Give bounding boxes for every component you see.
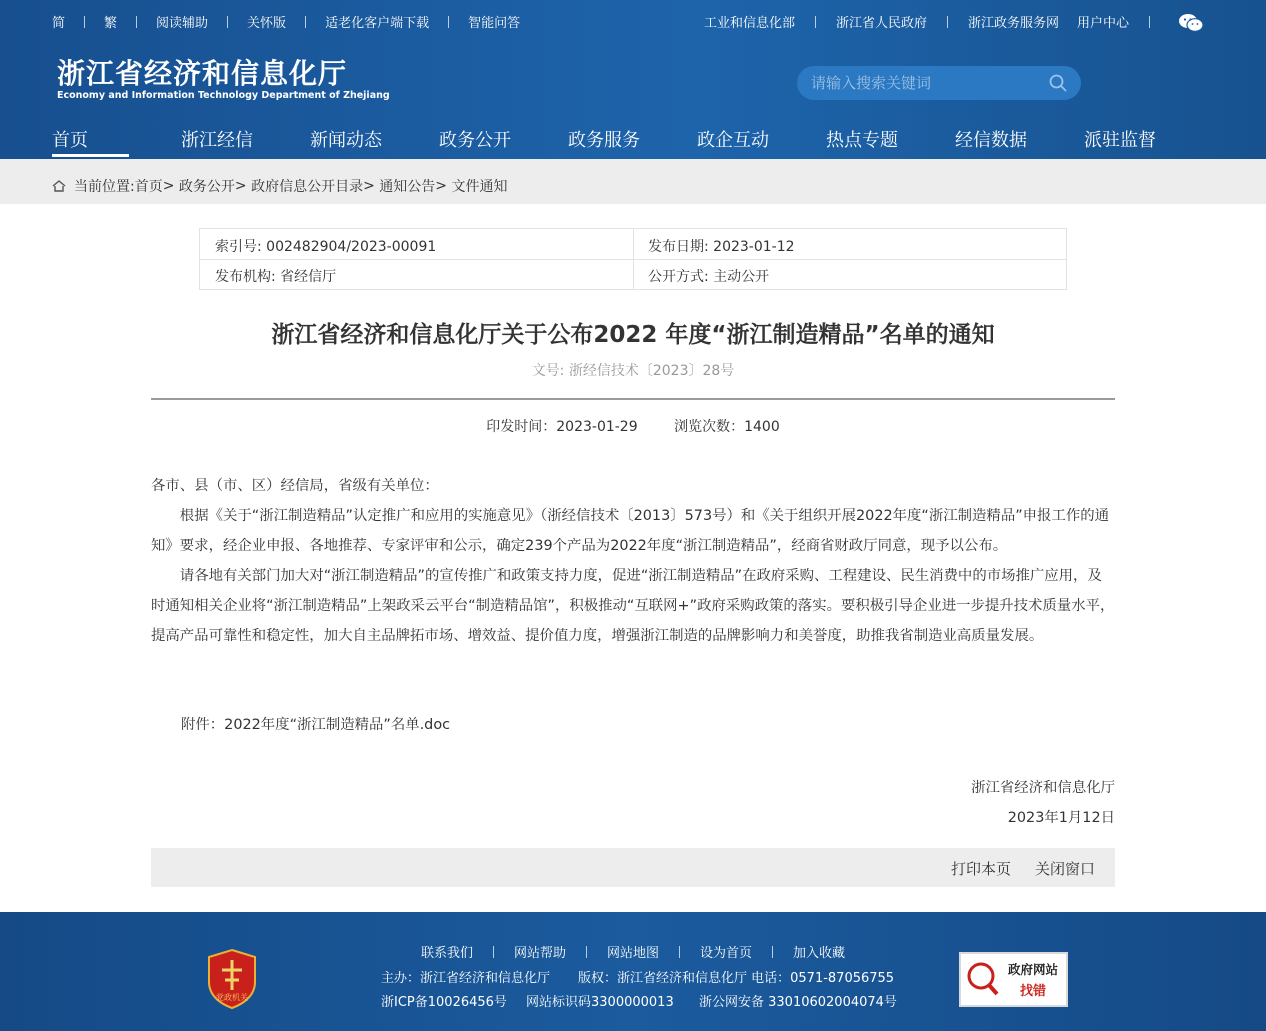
article-paragraph: 根据《关于“浙江制造精品”认定推广和应用的实施意见》（浙经信技术〔2013〕573号）和《关于组织开展2022年度“浙江制造精品”申报工作的通知》要求，经企业申报、各地推荐、专家评审和公示，确定239个产品为2022年度“浙江制造精品”，经商省财政厅同意，现予以公布。: [151, 508, 1110, 554]
divider: [679, 946, 680, 958]
divider: [136, 16, 137, 28]
divider: [200, 259, 1066, 260]
miit-link[interactable]: 工业和信息化部: [703, 16, 795, 31]
site-logo-subtitle: Economy and Information Technology Department of Zhejiang: [57, 90, 390, 101]
footer-site-id: 网站标识码3300000013: [526, 995, 674, 1010]
breadcrumb-bar: [0, 159, 1266, 204]
divider: [448, 16, 449, 28]
nav-active-indicator: [52, 154, 129, 157]
elderly-app-download-link[interactable]: 适老化客户端下载: [325, 16, 430, 31]
nav-news[interactable]: 新闻动态: [310, 130, 382, 151]
gov-box-title: 政府网站: [1007, 962, 1059, 977]
sitemap-link[interactable]: 网站地图: [606, 946, 659, 961]
divider: [493, 946, 494, 958]
site-footer: [0, 912, 1266, 1031]
signer: 浙江省经济和信息化厅: [971, 780, 1115, 796]
divider: [947, 16, 948, 28]
breadcrumb-separator: >: [162, 178, 179, 194]
footer-host: 主办：浙江省经济和信息化厅: [381, 971, 551, 986]
search-box: [797, 66, 1081, 100]
smart-qa-link[interactable]: 智能问答: [468, 16, 521, 31]
top-bar: [0, 0, 1266, 42]
divider: [586, 946, 587, 958]
care-version-link[interactable]: 关怀版: [247, 16, 287, 31]
footer-police-record[interactable]: 浙公网安备 33010602004074号: [699, 995, 897, 1010]
meta-index-no: 索引号: 002482904/2023-00091: [215, 239, 437, 255]
meta-disclosure: 公开方式: 主动公开: [648, 269, 770, 285]
divider: [227, 16, 228, 28]
divider: [1149, 16, 1150, 28]
document-meta-table: [199, 228, 1067, 290]
issue-time: 印发时间：2023-01-29: [486, 419, 638, 435]
footer-links: [0, 942, 1266, 961]
zhejiang-service-link[interactable]: 浙江政务服务网: [967, 16, 1059, 31]
nav-gov-services[interactable]: 政务服务: [568, 130, 640, 151]
view-count: 浏览次数：1400: [674, 419, 780, 435]
wechat-icon[interactable]: [1178, 13, 1204, 31]
footer-copyright: 版权：浙江省经济和信息化厅 电话：0571-87056755: [578, 971, 895, 986]
main-nav: [0, 120, 1266, 159]
close-window-button[interactable]: 关闭窗口: [1035, 860, 1096, 878]
contact-us-link[interactable]: 联系我们: [420, 946, 473, 961]
search-icon[interactable]: [1049, 74, 1067, 92]
breadcrumb-catalog[interactable]: 政府信息公开目录: [251, 179, 364, 195]
gov-box-subtitle: 找错: [1019, 984, 1047, 999]
sign-date: 2023年1月12日: [1007, 810, 1115, 826]
article-info: [0, 416, 1266, 436]
meta-publish-date: 发布日期: 2023-01-12: [648, 239, 795, 255]
breadcrumb-separator: >: [234, 178, 252, 194]
article-toolbar: [151, 848, 1115, 887]
site-logo-title[interactable]: 浙江省经济和信息化厅: [57, 57, 348, 90]
meta-publisher: 发布机构: 省经信厅: [215, 269, 337, 285]
nav-interaction[interactable]: 政企互动: [697, 130, 769, 151]
attachment-link[interactable]: 附件：2022年度“浙江制造精品”名单.doc: [181, 717, 451, 733]
breadcrumb-file-notices[interactable]: 文件通知: [451, 179, 508, 195]
reading-aid-link[interactable]: 阅读辅助: [156, 16, 209, 31]
breadcrumb: [52, 176, 507, 196]
salutation: 各市、县（市、区）经信局，省级有关单位：: [151, 478, 439, 494]
nav-government-affairs[interactable]: 政务公开: [439, 130, 511, 151]
nav-zhejiang-jingxin[interactable]: 浙江经信: [181, 130, 253, 151]
article-title: 浙江省经济和信息化厅关于公布2022 年度“浙江制造精品”名单的通知: [271, 322, 995, 348]
search-input[interactable]: [811, 72, 1031, 94]
top-links-right: [704, 12, 1204, 31]
add-favorite-link[interactable]: 加入收藏: [793, 946, 846, 961]
simplified-chinese-link[interactable]: 简: [52, 16, 66, 31]
nav-hot-topics[interactable]: 热点专题: [826, 130, 898, 151]
divider: [772, 946, 773, 958]
breadcrumb-home[interactable]: 首页: [134, 179, 163, 195]
article-body: [151, 474, 1115, 651]
nav-home[interactable]: 首页: [52, 130, 88, 151]
nav-supervision[interactable]: 派驻监督: [1084, 130, 1156, 151]
badge-text: 党政机关: [216, 993, 248, 1002]
divider: [84, 16, 85, 28]
title-divider: [151, 398, 1115, 400]
zhejiang-gov-link[interactable]: 浙江省人民政府: [835, 16, 927, 31]
site-header: [0, 0, 1266, 159]
site-help-link[interactable]: 网站帮助: [513, 946, 566, 961]
document-number: 文号: 浙经信技术〔2023〕28号: [531, 363, 735, 379]
user-center-link[interactable]: 用户中心: [1076, 16, 1129, 31]
top-links-left: [52, 12, 520, 31]
breadcrumb-prefix: 当前位置:: [74, 179, 135, 195]
breadcrumb-gov-affairs[interactable]: 政务公开: [178, 179, 235, 195]
divider: [815, 16, 816, 28]
nav-data[interactable]: 经信数据: [955, 130, 1027, 151]
signature-block: [971, 773, 1115, 833]
breadcrumb-notices[interactable]: 通知公告: [379, 179, 436, 195]
set-homepage-link[interactable]: 设为首页: [700, 946, 753, 961]
divider: [305, 16, 306, 28]
traditional-chinese-link[interactable]: 繁: [104, 16, 118, 31]
article-paragraph: 请各地有关部门加大对“浙江制造精品”的宣传推广和政策支持力度，促进“浙江制造精品”在政府采购、工程建设、民生消费中的市场推广应用，及时通知相关企业将“浙江制造精品”上架政采云平台“制造精品馆”，积极推动“互联网+”政府采购政策的落实。要积极引导企业进一步提升技术质量水平，提高产品可靠性和稳定性，加大自主品牌拓市场、增效益、提价值力度，增强浙江制造的品牌影响力和美誉度，助推我省制造业高质量发展。: [151, 568, 1115, 644]
home-icon: [52, 180, 66, 192]
gov-site-error-report[interactable]: [959, 952, 1068, 1007]
breadcrumb-separator: >: [435, 178, 452, 194]
print-button[interactable]: 打印本页: [951, 860, 1012, 878]
footer-icp[interactable]: 浙ICP备10026456号: [381, 995, 507, 1010]
breadcrumb-separator: >: [363, 178, 380, 194]
